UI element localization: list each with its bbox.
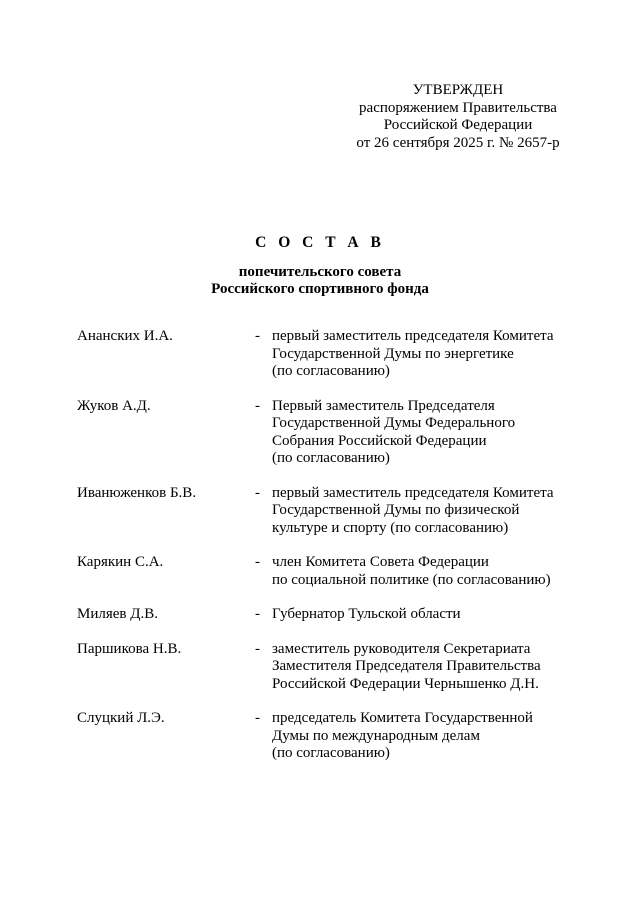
- member-role-line: Заместителя Председателя Правительства: [272, 658, 541, 674]
- member-dash: -: [255, 606, 260, 622]
- member-name: Жуков А.Д.: [77, 397, 151, 414]
- member-role: [272, 485, 577, 538]
- document-title: С О С Т А В: [255, 234, 385, 251]
- member-dash: -: [255, 484, 260, 501]
- approval-line: распоряжением Правительства: [359, 99, 557, 116]
- member-row: [77, 328, 577, 381]
- document-subtitle: попечительского совета: [238, 263, 402, 280]
- member-role-line: заместитель руководителя Секретариата: [272, 640, 531, 657]
- member-name: Паршикова Н.В.: [77, 640, 182, 657]
- members-list: [77, 328, 577, 763]
- member-dash: -: [255, 397, 260, 414]
- member-name: Карякин С.А.: [77, 554, 164, 570]
- member-role-line: Государственной Думы по энергетике: [272, 345, 514, 362]
- member-role: [272, 641, 577, 694]
- member-role-line: (по согласованию): [272, 450, 390, 466]
- member-role: [272, 710, 577, 763]
- member-role: [272, 328, 577, 381]
- member-name: Миляев Д.В.: [77, 606, 158, 622]
- member-row: [77, 398, 577, 468]
- member-dash: -: [255, 710, 260, 726]
- member-role-line: по социальной политике (по согласованию): [272, 571, 551, 588]
- member-role: [272, 554, 577, 589]
- member-dash: -: [255, 328, 260, 344]
- member-name: Иванюженков Б.В.: [77, 484, 197, 501]
- member-row: [77, 554, 577, 589]
- member-role-line: Первый заместитель Председателя: [272, 397, 495, 414]
- approval-title: УТВЕРЖДЕН: [412, 82, 504, 98]
- member-role-line: первый заместитель председателя Комитета: [272, 328, 554, 344]
- member-role-line: (по согласованию): [272, 363, 390, 379]
- member-row: [77, 641, 577, 694]
- member-dash: -: [255, 554, 260, 570]
- member-role-line: (по согласованию): [272, 745, 390, 761]
- member-role: [272, 606, 577, 624]
- member-row: [77, 710, 577, 763]
- member-row: [77, 485, 577, 538]
- member-dash: -: [255, 640, 260, 657]
- member-role-line: Государственной Думы Федерального: [272, 415, 516, 431]
- member-role-line: Думы по международным делам: [272, 727, 480, 744]
- member-role-line: Собрания Российской Федерации: [272, 432, 487, 449]
- member-role-line: член Комитета Совета Федерации: [272, 554, 489, 570]
- member-row: [77, 606, 577, 624]
- member-role-line: первый заместитель председателя Комитета: [272, 484, 554, 501]
- approval-line: от 26 сентября 2025 г. № 2657-р: [356, 134, 560, 151]
- document-subtitle: Российского спортивного фонда: [211, 281, 429, 297]
- document-heading: [0, 234, 640, 299]
- member-role-line: культуре и спорту (по согласованию): [272, 519, 509, 536]
- member-role: [272, 398, 577, 468]
- approval-line: Российской Федерации: [383, 117, 533, 133]
- member-role-line: Губернатор Тульской области: [272, 606, 461, 622]
- member-role-line: Государственной Думы по физической: [272, 502, 520, 518]
- member-name: Ананских И.А.: [77, 328, 173, 344]
- approval-block: [340, 82, 576, 152]
- member-name: Слуцкий Л.Э.: [77, 710, 165, 726]
- member-role-line: Российской Федерации Чернышенко Д.Н.: [272, 675, 539, 692]
- member-role-line: председатель Комитета Государственной: [272, 710, 533, 726]
